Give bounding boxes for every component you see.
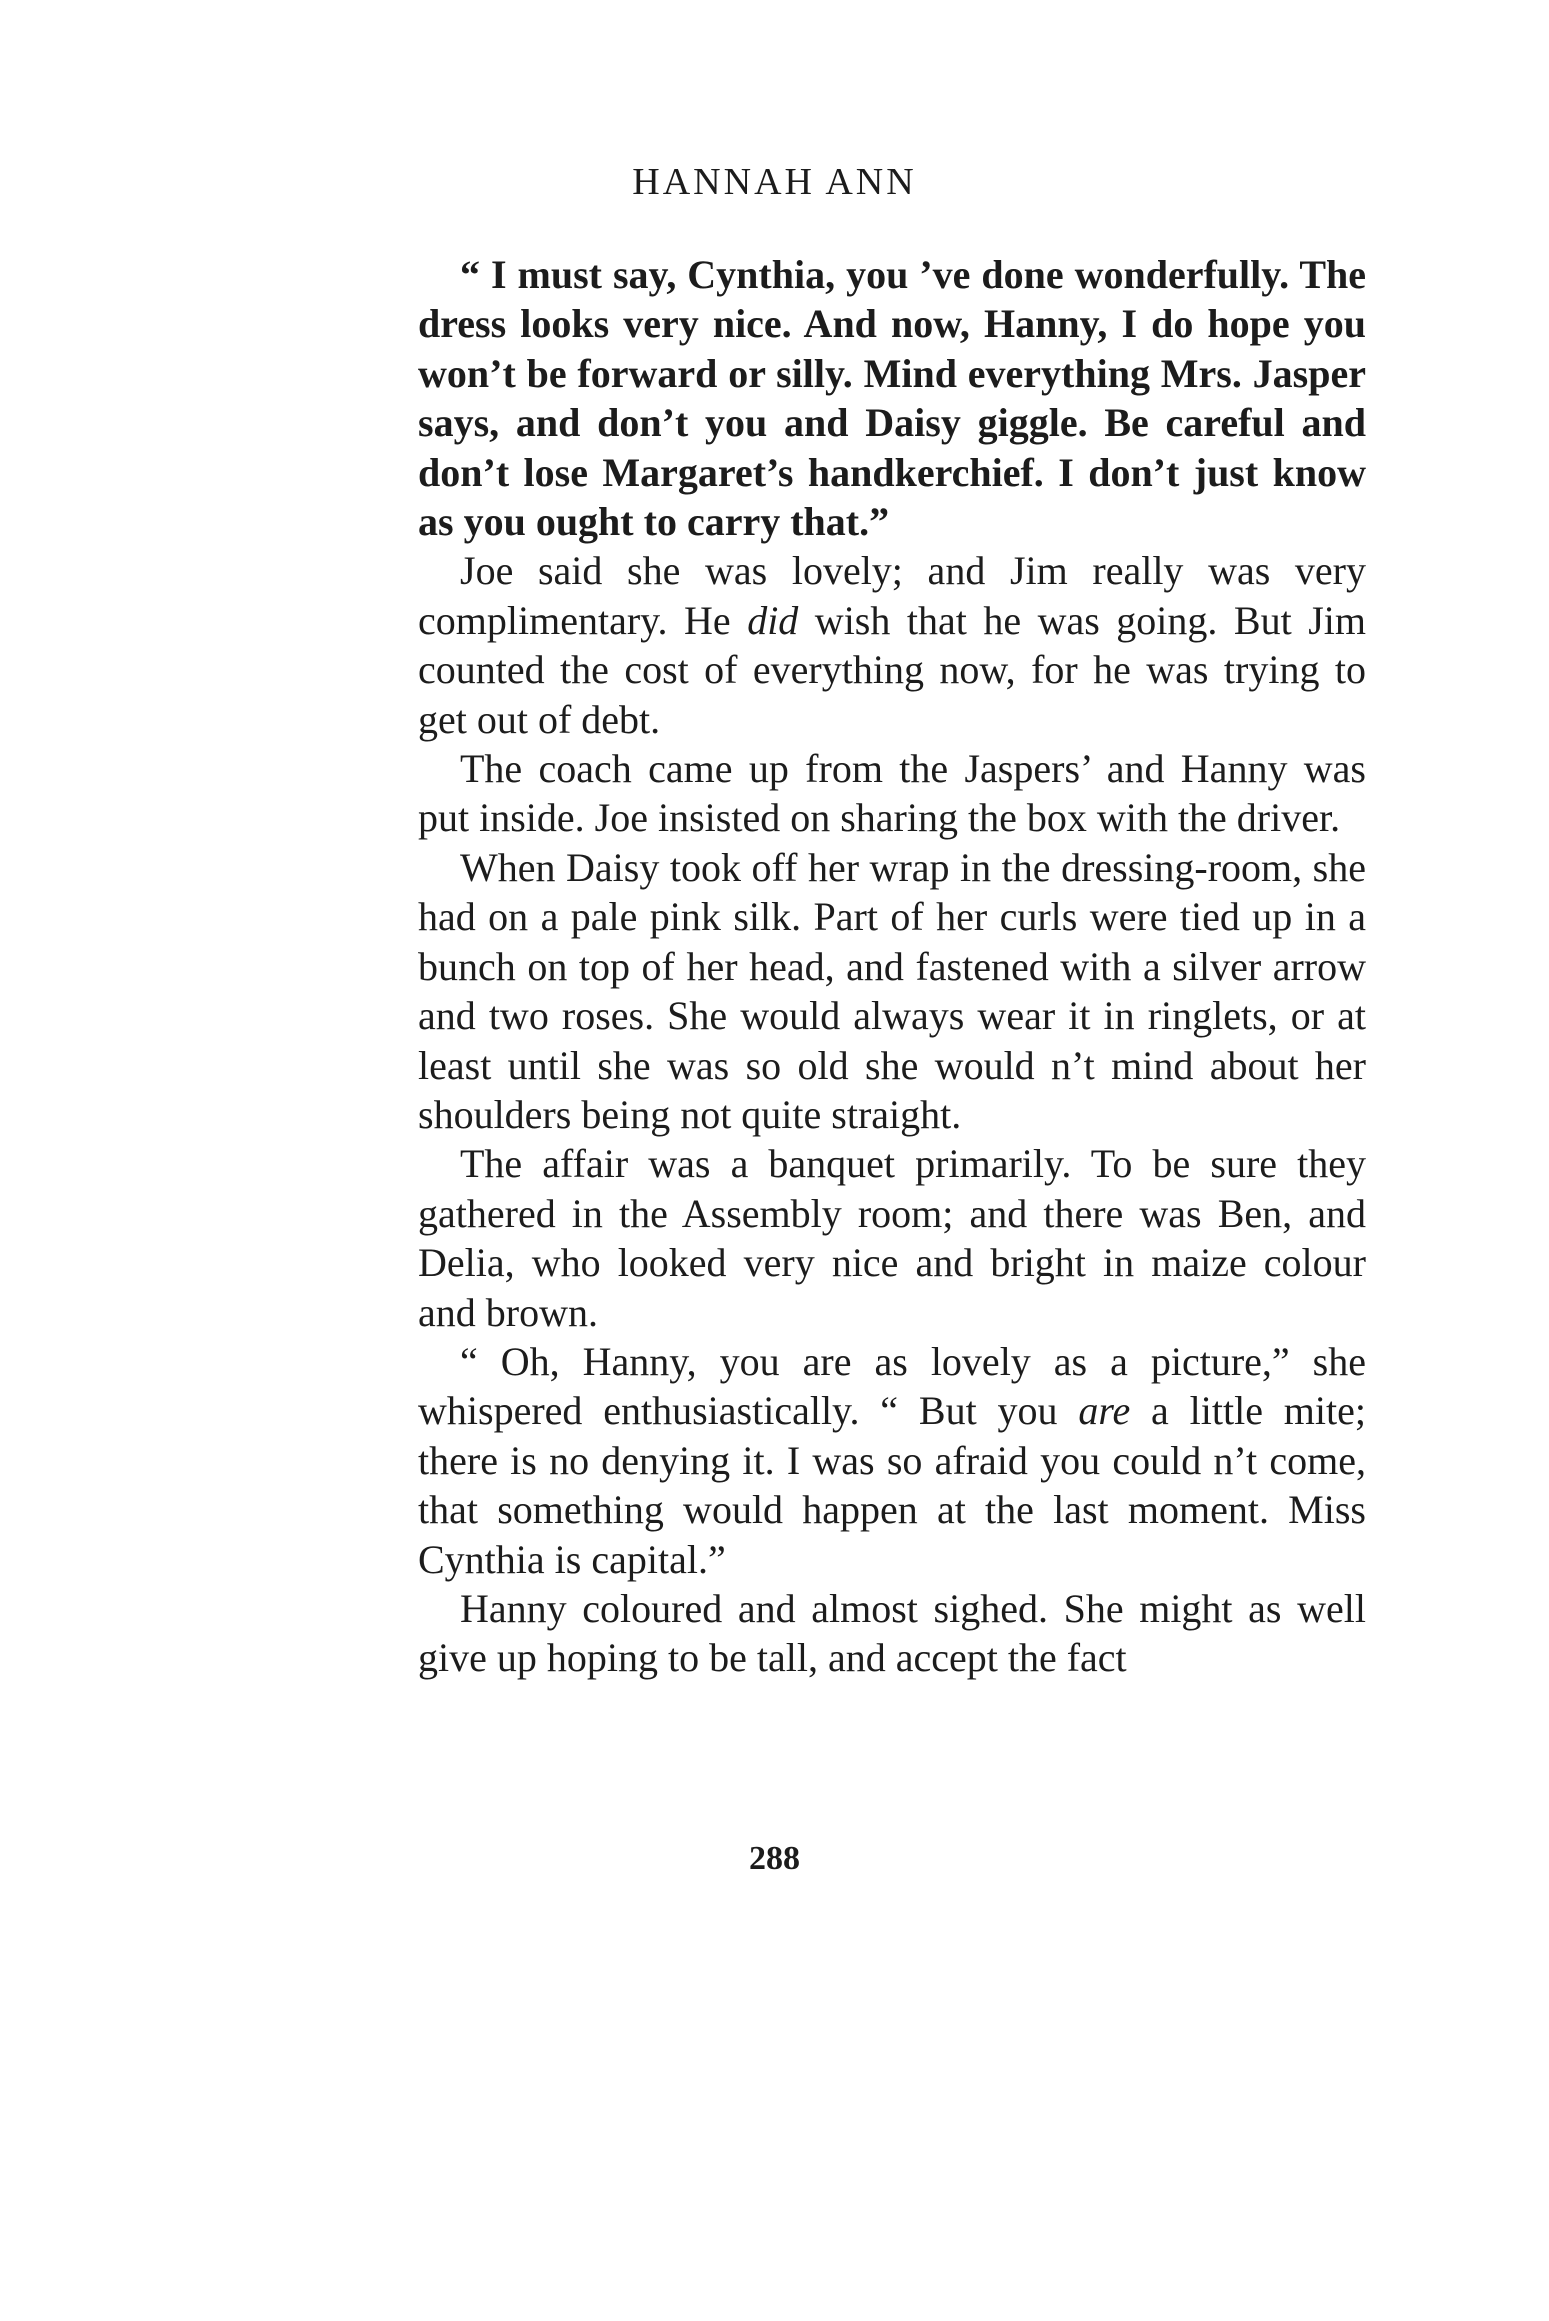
paragraph-4 [418,843,1366,1139]
paragraph-text: Hanny coloured and almost sighed. She might as well give up hoping to be tall, and accept the fact [418,1585,1366,1681]
paragraph-text: “ Oh, Hanny, you are as lovely as a picture,” she whispered enthusiastically. “ But you [418,1338,1366,1434]
paragraph-text: The affair was a banquet primarily. To be sure they gathered in the Assembly room; and there was Ben, and Delia, who looked very nice and bright in maize colour and brown. [418,1141,1366,1335]
paragraph-text: Joe said she was lovely; and Jim really was very complimentary. He [418,548,1366,643]
paragraph-text: a little mite; there is no denying it. I was so afraid you could n’t come, that something would happen at the last moment. Miss Cynthia is capital.” [418,1388,1367,1582]
paragraph-text: “ I must say, Cynthia, you ’ve done wonderfully. The dress looks very nice. And now, Hanny, I do hope you won’t be forward or silly. Mind everything Mrs. Jasper says, and don’t you and Daisy giggle. Be careful and don’t lose Margaret’s handkerchief. I don’t just know as you ought to carry that.” [418,252,1366,545]
paragraph-text: The coach came up from the Jaspers’ and Hanny was put inside. Joe insisted on sharing the box with the driver. [418,746,1366,841]
paragraph-text: wish that he was going. But Jim counted the cost of everything now, for he was trying to get out of debt. [418,597,1366,742]
paragraph-7 [418,1584,1366,1683]
paragraph-text: When Daisy took off her wrap in the dressing-room, she had on a pale pink silk. Part of her curls were tied up in a bunch on top of her head, and fastened with a silver arrow and two roses. She would always wear it in ringlets, or at least until she was so old she would n’t mind about her shoulders being not quite straight. [418,844,1366,1137]
italic-emphasis: did [747,597,799,643]
page-number: 288 [749,1840,800,1877]
paragraph-5 [418,1139,1366,1337]
running-head: HANNAH ANN [632,161,917,203]
paragraph-3 [418,744,1366,843]
paragraph-6 [418,1337,1366,1584]
italic-emphasis: are [1078,1388,1131,1434]
paragraph-2 [418,546,1366,744]
paragraph-1 [418,250,1366,546]
body-text [418,250,1366,1683]
